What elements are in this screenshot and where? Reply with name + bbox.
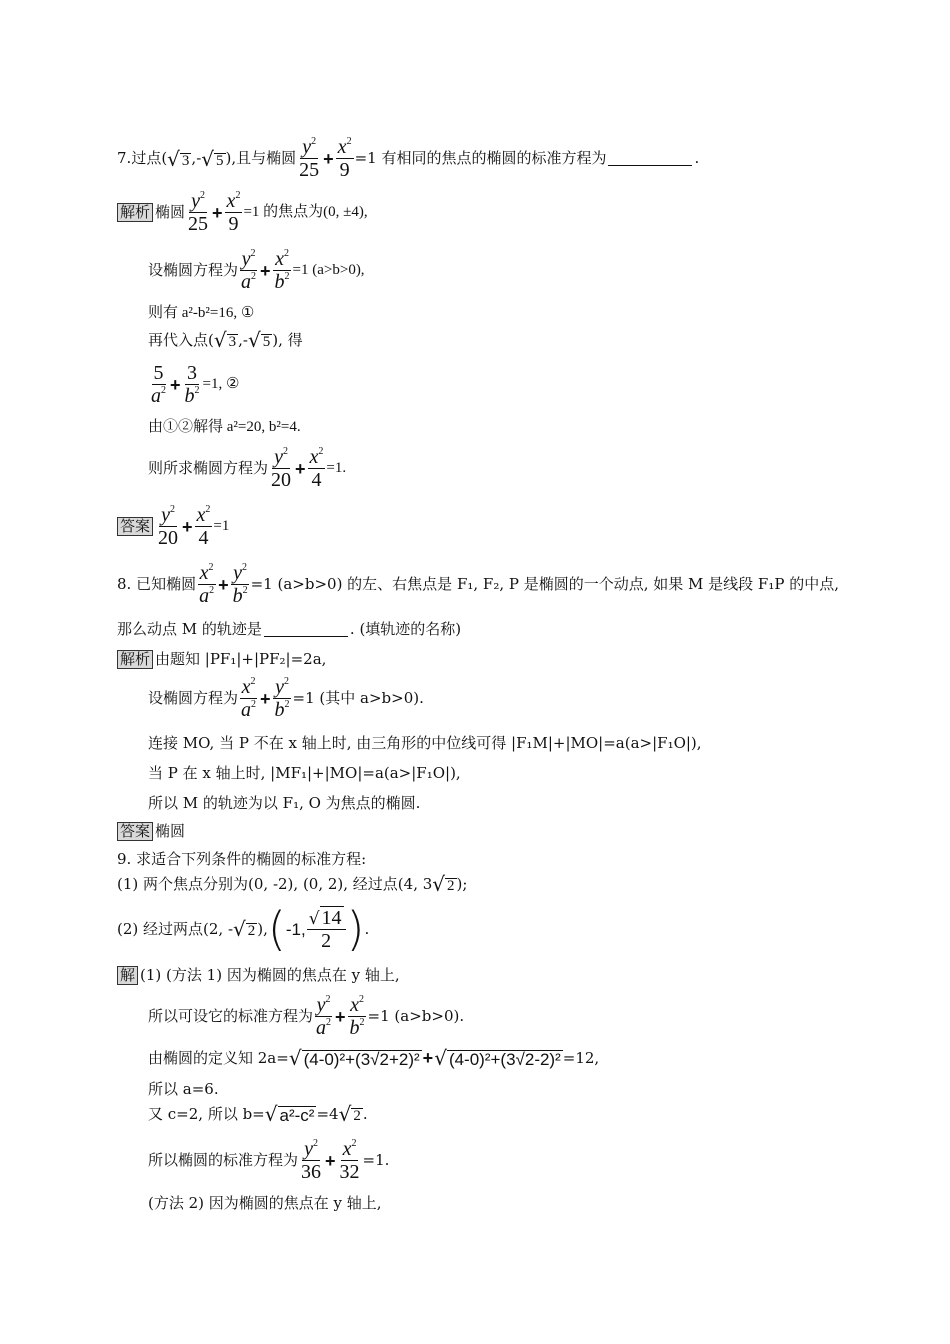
- analysis-tag: 解析: [117, 650, 153, 669]
- answer-tag: 答案: [117, 822, 153, 841]
- answer-tag: 答案: [117, 517, 153, 536]
- answer-blank: [608, 151, 692, 166]
- problem-7-solution-line-2: 设椭圆方程为 $\frac{y^2}{a^2}$ + $\frac{x^2}{b^2}$ =1 (a>b>0),: [148, 248, 365, 293]
- problem-9-solution-line-6: (方法 2) 因为椭圆的焦点在 y 轴上,: [148, 1194, 382, 1212]
- problem-9-question: 9. 求适合下列条件的椭圆的标准方程:: [117, 850, 367, 868]
- sqrt-5: √ 5: [201, 146, 224, 171]
- problem-9-solution-line-0: 解 (1) (方法 1) 因为椭圆的焦点在 y 轴上,: [117, 966, 400, 985]
- problem-9-condition-1: (1) 两个焦点分别为(0, -2), (0, 2), 经过点(4, 3 √ 2 );: [117, 872, 468, 896]
- sqrt-3: √ 3: [167, 146, 190, 171]
- problem-9-solution-line-1: 所以可设它的标准方程为 $\frac{y^2}{a^2}$ + $\frac{x^2}{b^2}$ =1 (a>b>0).: [148, 994, 465, 1039]
- problem-7-solution-line-7: 则所求椭圆方程为 $\frac{y^2}{20}$ + $\frac{x^2}{4}$ =1.: [148, 446, 347, 491]
- question-number: 7.: [117, 149, 132, 167]
- problem-8-solution-line-3: 连接 MO, 当 P 不在 x 轴上时, 由三角形的中位线可得 |F₁M|+|MO|=a(a>|F₁O|),: [148, 734, 702, 752]
- problem-8-solution-line-2: 设椭圆方程为 $\frac{x^2}{a^2}$ + $\frac{y^2}{b^2}$ =1 (其中 a>b>0).: [148, 676, 424, 721]
- analysis-tag: 解析: [117, 203, 153, 222]
- fraction-x2-9: $\frac{x^2}{9}$: [337, 136, 352, 181]
- fraction-y2-25: $\frac{y^2}{25}$: [299, 136, 320, 181]
- problem-9-condition-2: (2) 经过两点(2, - √ 2 ), ( -1, √ 14 2 ) .: [117, 902, 370, 957]
- problem-7-solution-line-6: 由①②解得 a²=20, b²=4.: [148, 419, 301, 435]
- problem-7-solution-line-1: 解析 椭圆 $\frac{y^2}{25}$ + $\frac{x^2}{9}$ =1 的焦点为(0, ±4),: [117, 190, 368, 235]
- problem-7-solution-line-3: 则有 a²-b²=16, ①: [148, 305, 255, 321]
- problem-9-solution-line-2: 由椭圆的定义知 2a= √ (4-0)²+(3√2+2)² + √ (4-0)²+(3√2-2)² =12,: [148, 1046, 600, 1070]
- problem-8-question: 8. 已知椭圆 $\frac{x^2}{a^2}$ + $\frac{y^2}{b^2}$ =1 (a>b>0) 的左、右焦点是 F₁, F₂, P 是椭圆的一个动点, 如果 M 是线段 F₁P 的中点,: [117, 562, 839, 607]
- problem-9-solution-line-4: 又 c=2, 所以 b= √ a²-c² =4 √ 2 .: [148, 1102, 368, 1126]
- problem-7-answer: 答案 $\frac{y^2}{20}$ + $\frac{x^2}{4}$ =1: [117, 504, 229, 549]
- problem-9-solution-line-3: 所以 a=6.: [148, 1080, 219, 1098]
- problem-7-question: 7. 过点( √ 3 , - √ 5 ),且与椭圆 $\frac{y^2}{25}$ + $\frac{x^2}{9}$ =1 有相同的焦点的椭圆的标准方程为 .: [117, 136, 700, 181]
- problem-8-solution-line-5: 所以 M 的轨迹为以 F₁, O 为焦点的椭圆.: [148, 794, 421, 812]
- problem-8-answer: 答案 椭圆: [117, 822, 185, 841]
- problem-8-solution-line-4: 当 P 在 x 轴上时, |MF₁|+|MO|=a(a>|F₁O|),: [148, 764, 461, 782]
- answer-blank: [264, 622, 348, 637]
- solution-tag: 解: [117, 966, 138, 985]
- problem-8-question-line-2: 那么动点 M 的轨迹是 . (填轨迹的名称): [117, 620, 462, 638]
- problem-7-solution-line-4: 再代入点( √ 3 , - √ 5 ), 得: [148, 328, 303, 352]
- problem-7-solution-line-5: $\frac{5}{a^2}$ + $\frac{3}{b^2}$ =1, ②: [151, 362, 240, 407]
- problem-8-solution-line-1: 解析 由题知 |PF₁|+|PF₂|=2a,: [117, 650, 326, 669]
- problem-9-solution-line-5: 所以椭圆的标准方程为 $\frac{y^2}{36}$ + $\frac{x^2}{32}$ =1.: [148, 1138, 390, 1183]
